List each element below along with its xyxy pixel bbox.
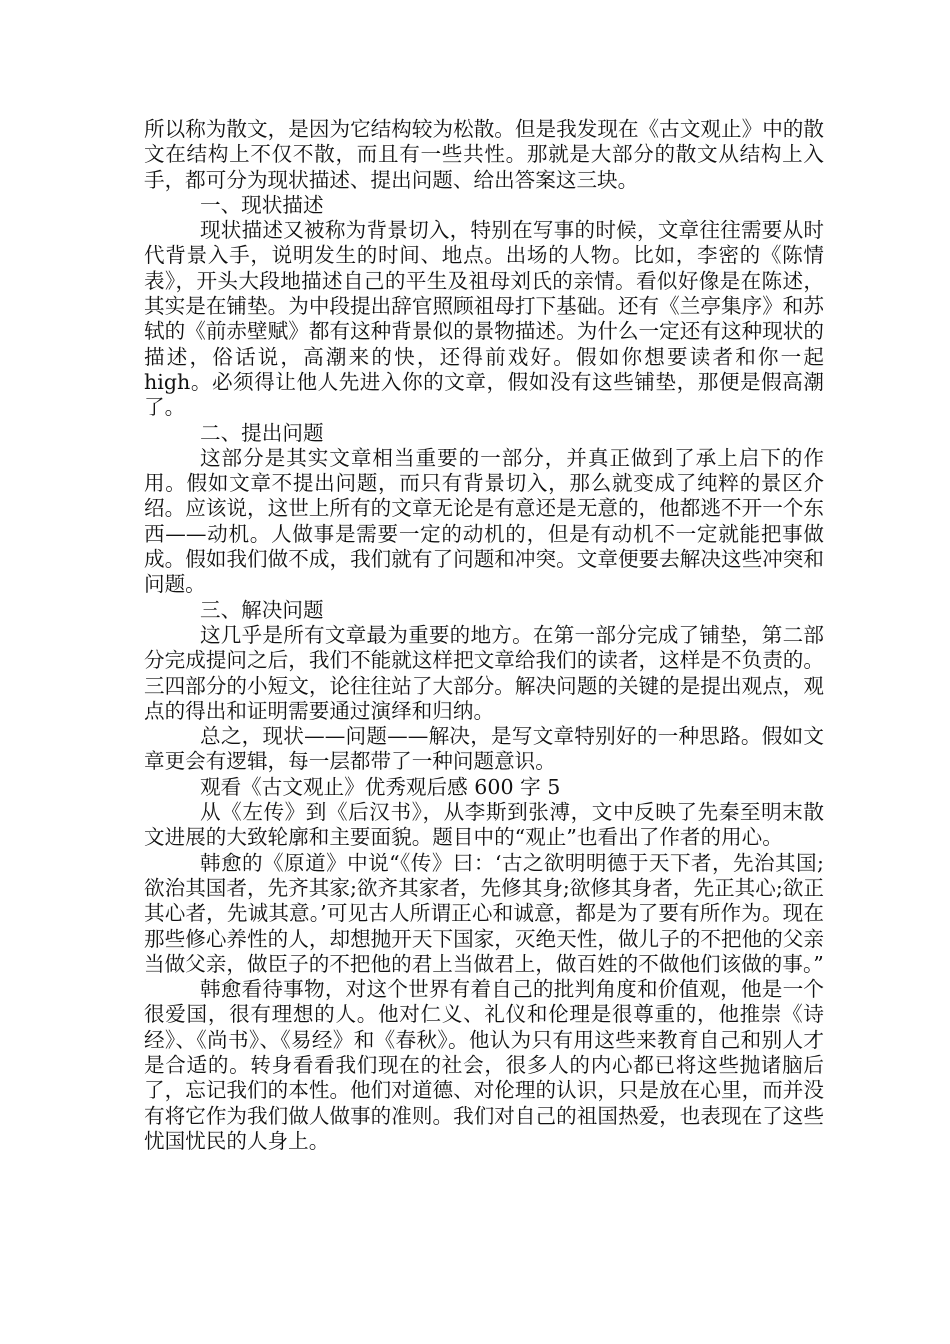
paragraph-summary: 总之，现状——问题——解决，是写文章特别好的一种思路。假如文章更会有逻辑，每一层都带了一种问题意识。 xyxy=(144,724,824,774)
paragraph-overview: 从《左传》到《后汉书》，从李斯到张溥，文中反映了先秦至明末散文进展的大致轮廓和主要面貌。题目中的“观止”也看出了作者的用心。 xyxy=(144,800,824,850)
paragraph-question: 这部分是其实文章相当重要的一部分，并真正做到了承上启下的作用。假如文章不提出问题，而只有背景切入，那么就变成了纯粹的景区介绍。应该说，这世上所有的文章无论是有意还是无意的，他都逃不开一个东西——动机。人做事是需要一定的动机的，但是有动机不一定就能把事做成。假如我们做不成，我们就有了问题和冲突。文章便要去解决这些冲突和问题。 xyxy=(144,445,824,597)
document-page xyxy=(144,117,824,1154)
paragraph-han-yu-view: 韩愈看待事物，对这个世界有着自己的批判角度和价值观，他是一个很爱国，很有理想的人。他对仁义、礼仪和伦理是很尊重的，他推崇《诗经》、《尚书》、《易经》和《春秋》。他认为只有用这些来教育自己和别人才是合适的。转身看看我们现在的社会，很多人的内心都已将这些抛诸脑后了，忘记我们的本性。他们对道德、对伦理的认识，只是放在心里，而并没有将它作为我们做人做事的准则。我们对自己的祖国热爱，也表现在了这些忧国忧民的人身上。 xyxy=(144,977,824,1153)
section-heading-status: 一、现状描述 xyxy=(200,192,324,217)
paragraph-yuandao-quote: 韩愈的《原道》中说“《传》曰：‘古之欲明明德于天下者，先治其国;欲治其国者，先齐其家;欲齐其家者，先修其身;欲修其身者，先正其心;欲正其心者，先诚其意。’可见古人所谓正心和诚意，都是为了要有所作为。现在那些修心养性的人，却想抛开天下国家，灭绝天性，做儿子的不把他的父亲当做父亲，做臣子的不把他的君上当做君上，做百姓的不做他们该做的事。” xyxy=(144,850,824,976)
section-heading-question: 二、提出问题 xyxy=(200,420,324,445)
paragraph-intro: 所以称为散文，是因为它结构较为松散。但是我发现在《古文观止》中的散文在结构上不仅不散，而且有一些共性。那就是大部分的散文从结构上入手，都可分为现状描述、提出问题、给出答案这三块。 xyxy=(144,117,824,192)
paragraph-status: 现状描述又被称为背景切入，特别在写事的时候，文章往往需要从时代背景入手，说明发生的时间、地点。出场的人物。比如，李密的《陈情表》，开头大段地描述自己的平生及祖母刘氏的亲情。看似好像是在陈述，其实是在铺垫。为中段提出辞官照顾祖母打下基础。还有《兰亭集序》和苏轼的《前赤壁赋》都有这种背景似的景物描述。为什么一定还有这种现状的描述，俗话说，高潮来的快，还得前戏好。假如你想要读者和你一起 high。必须得让他人先进入你的文章，假如没有这些铺垫，那便是假高潮了。 xyxy=(144,218,824,420)
section-heading-solution: 三、解决问题 xyxy=(200,597,324,622)
article-title: 观看《古文观止》优秀观后感 600 字 5 xyxy=(200,774,561,799)
paragraph-solution: 这几乎是所有文章最为重要的地方。在第一部分完成了铺垫，第二部分完成提问之后，我们不能就这样把文章给我们的读者，这样是不负责的。三四部分的小短文，论往往站了大部分。解决问题的关键的是提出观点，观点的得出和证明需要通过演绎和归纳。 xyxy=(144,622,824,723)
